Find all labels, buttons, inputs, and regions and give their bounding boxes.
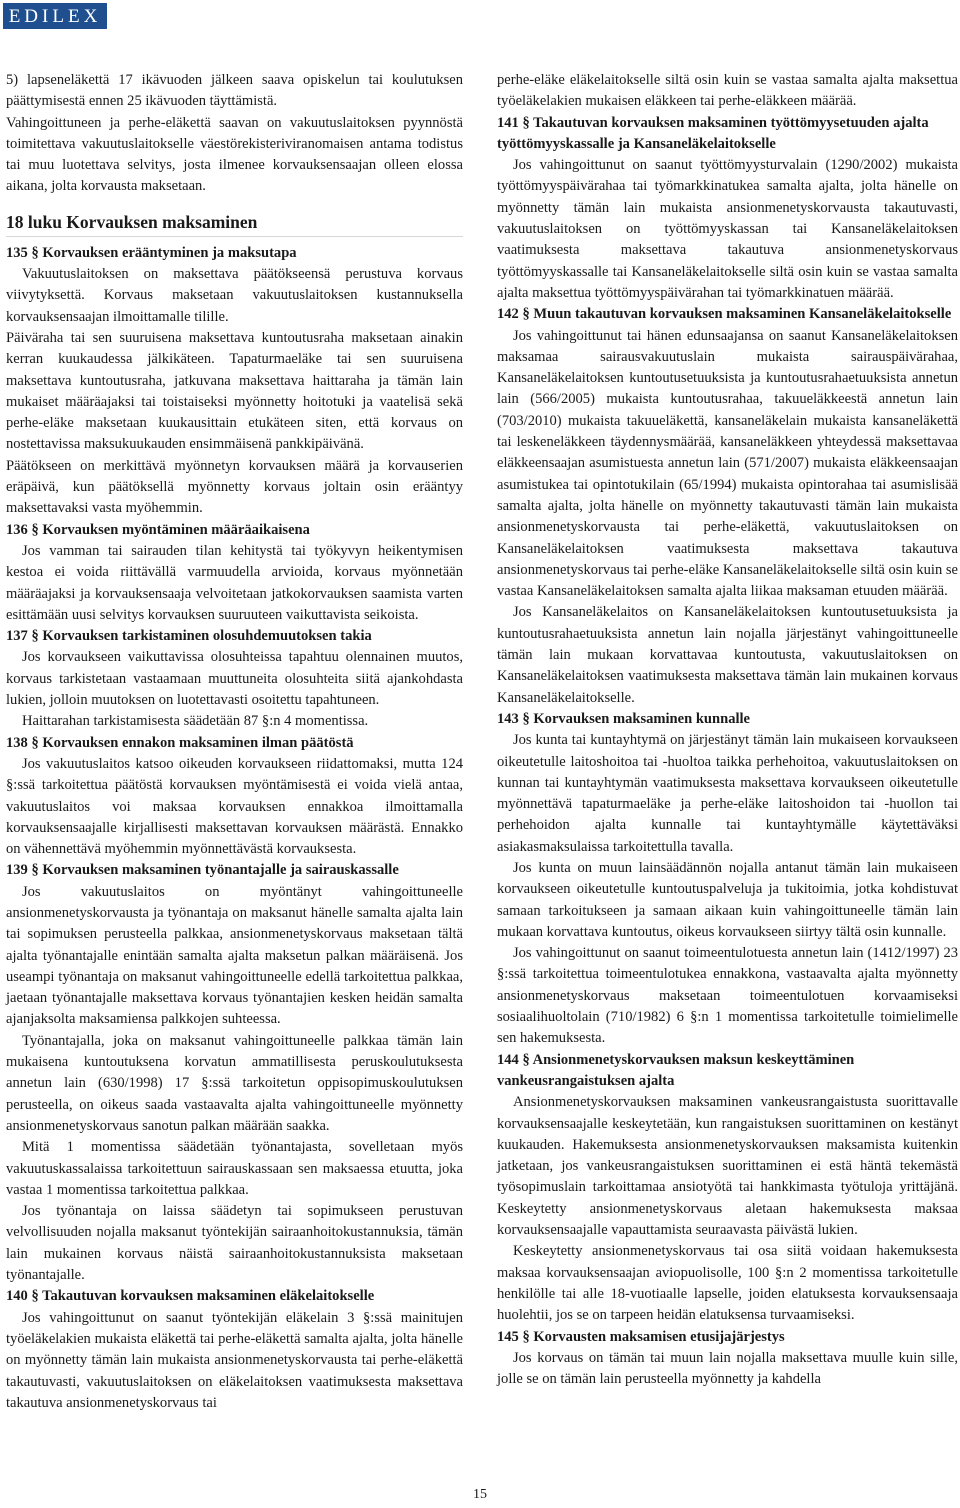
section-heading: 141 § Takautuvan korvauksen maksaminen työttömyysetuuden ajalta työttömyyskassalle ja Kansaneläkelaitokselle <box>497 114 929 152</box>
paragraph: Jos työnantaja on laissa säädetyn tai sopimukseen perustuvan velvollisuuden nojalla maksanut työntekijän sairaanhoitokustannuksia, tämän lain mukainen korvaus näistä sairaanhoitokustannuksista maksetaan työnantajalle. <box>6 1203 463 1284</box>
paragraph: Jos Kansaneläkelaitos on Kansaneläkelaitoksen kuntoutusetuuksista ja kuntoutusrahaetuuksista annetun lain nojalla järjestänyt vahingoittuneelle tämän lain mukaan korvattavaa kuntoutusta, vakuutuslaitoksen on Kansaneläkelaitoksen vaatimuksesta maksettava tämän lain mukainen korvaus Kansaneläkelaitokselle. <box>497 604 958 706</box>
right-column <box>497 70 958 1390</box>
page-number: 15 <box>473 1487 487 1502</box>
left-column <box>6 70 463 1414</box>
section-heading: 142 § Muun takautuvan korvauksen maksaminen Kansaneläkelaitokselle <box>497 306 952 323</box>
section-heading: 138 § Korvauksen ennakon maksaminen ilman päätöstä <box>6 734 354 751</box>
paragraph: Jos vahingoittunut on saanut työntekijän eläkelain 3 §:ssä mainitujen työeläkelakien mukaista eläkettä tai perhe-eläkettä samalta ajalta, jolta hänelle on myönnetty tämän lain mukaista ansionmenetyskorvausta tai perhe-eläkettä takautuvasti, vakuutuslaitoksen on eläkelaitoksen vaatimuksesta maksettava takautuva ansionmenetyskorvaus tai <box>6 1309 463 1411</box>
paragraph: Mitä 1 momentissa säädetään työnantajasta, sovelletaan myös vakuutuskassalaissa tarkoitettuun sairauskassaan sen maksaessa etuutta, joka vastaa 1 momentissa tarkoitettua palkkaa. <box>6 1139 463 1198</box>
paragraph: 5) lapseneläkettä 17 ikävuoden jälkeen saava opiskelun tai koulutuksen päättymisestä ennen 25 ikävuoden täyttämistä. <box>6 72 463 110</box>
section-heading: 144 § Ansionmenetyskorvauksen maksun keskeyttäminen vankeusrangaistuksen ajalta <box>497 1051 855 1089</box>
edilex-logo <box>3 3 107 29</box>
section-heading: 137 § Korvauksen tarkistaminen olosuhdemuutoksen takia <box>6 628 372 645</box>
paragraph: Jos vamman tai sairauden tilan kehitystä tai työkyvyn heikentymisen kestoa ei voida riittävällä varmuudella arvioida, korvaus myönnetään määräajaksi ja korvauksensaaja velvoitetaan jatkokorvauksen saamista varten esittämään uusi selvitys korvauksen suuruuteen vaikuttavista seikoista. <box>6 542 463 623</box>
paragraph: Jos vakuutuslaitos katsoo oikeuden korvaukseen riidattomaksi, mutta 124 §:ssä tarkoitettua päätöstä korvauksen myöntämisestä ei voida vielä antaa, vakuutuslaitos voi maksaa korvauksen ennakkoa ilmoittamalla korvauksensaajalle kirjallisesti maksettavan korvauksen määrästä. Ennakko on vähennettävä myöhemmin myönnettävästä korvauksesta. <box>6 755 463 858</box>
paragraph: Jos vahingoittunut on saanut työttömyysturvalain (1290/2002) mukaista työttömyyspäivärahaa tai työmarkkinatukea samalta ajalta, jolta hänelle on myönnetty tämän lain mukaista ansionmenetyskorvausta takautuvasti, vakuutuslaitoksen on työttömyyskassan tai Kansaneläkelaitoksen vaatimuksesta maksettava takautuva ansionmenetyskorvaus työttömyyskassalle tai Kansaneläkelaitokselle siltä osin kuin se vastaa samalta ajalta maksettua työttömyyspäivärahan tai työmarkkinatuen määrää. <box>497 157 958 301</box>
paragraph: Jos kunta on muun lainsäädännön nojalla antanut tämän lain mukaiseen korvaukseen oikeutetulle kuntoutuspalveluja ja tukitoimia, jotka kohdistuvat samaan tarkoitukseen ja samaan aikaan kuin vahingoittuneelle tämän lain mukaan korvattava kuntoutus, oikeus korvaukseen siirtyy tältä osin kunnalle. <box>497 859 958 940</box>
paragraph: Päätökseen on merkittävä myönnetyn korvauksen määrä ja korvauserien eräpäivä, kun päätöksellä myönnetty korvaus joltain osin erääntyy maksettavaksi vasta myöhemmin. <box>6 457 463 517</box>
paragraph: Ansionmenetyskorvauksen maksaminen vankeusrangaistusta suorittavalle korvauksensaajalle keskeytetään, kun rangaistuksen suorittaminen on kestänyt kuukauden. Hakemuksesta ansionmenetyskorvauksen maksamista kuitenkin jatketaan, jos vankeusrangaistuksen suorittaminen ei estä häntä tekemästä työsopimuslain tarkoittamaa ansiotyötä tai hankkimasta työtuloja yrittäjänä. Keskeytetty ansionmenetyskorvaus aletaan hakemuksesta maksaa korvauksensaajalle vapauttamista seuraavasta päivästä lukien. <box>497 1094 958 1239</box>
paragraph: Jos vakuutuslaitos on myöntänyt vahingoittuneelle ansionmenetyskorvausta ja työnantaja on maksanut hänelle samalta ajalta lain tai sopimuksen perusteella palkkaa, ansionmenetyskorvaus maksetaan tältä ajalta työnantajalle enintään samalta ajalta maksetun palkan määräisenä. Jos useampi työnantaja on maksanut vahingoittuneelle edellä tarkoitettua palkkaa, jaetaan työnantajalle maksettava korvaus työnantajien kesken heidän samalta ajanjaksolta maksamiensa palkkojen suhteessa. <box>6 883 463 1028</box>
paragraph: Jos vahingoittunut tai hänen edunsaajansa on saanut Kansaneläkelaitoksen maksamaa sairausvakuutuslain mukaista sairauspäivärahaa, Kansaneläkelaitoksen kuntoutusetuuksista ja kuntoutusrahaetuuksista annetun lain (566/2005) mukaista kuntoutusrahaa, takuueläkkeestä annetun lain (703/2010) mukaista takuueläkettä, kansaneläkelain mukaista kansaneläkettä tai leskeneläkkeen täydennysmäärää, kansaneläkkeen yhteydessä maksettavaa eläkkeensaajan asumistuesta annetun lain (571/2007) mukaista eläkkeensaajan asumistukea tai opintotukilain (65/1994) mukaista opintorahaa tai asumislisää samalta ajalta, jolta hänelle on myönnetty takautuvasti tämän lain mukaista ansionmenetyskorvausta tai perhe-eläkettä, vakuutuslaitoksen on Kansaneläkelaitoksen vaatimuksesta maksettava takautuva ansionmenetyskorvaus tai perhe-eläke Kansaneläkelaitokselle siltä osin kuin se vastaa Kansaneläkelaitoksen samalta ajalta liikaa maksaman etuuden määrää. <box>497 327 958 600</box>
paragraph: Haittarahan tarkistamisesta säädetään 87 §:n 4 momentissa. <box>22 713 369 730</box>
paragraph: Jos vahingoittunut on saanut toimeentulotuesta annetun lain (1412/1997) 23 §:ssä tarkoitettua toimeentulotukea ennakkona, vastaavalta ajalta myönnetty ansionmenetyskorvaus maksetaan toimeentulotuen korvaamiseksi sosiaalihuoltolain (710/1982) 6 §:n 1 momentissa tarkoitetulle toimielimelle sen hakemuksesta. <box>497 945 958 1047</box>
section-heading: 139 § Korvauksen maksaminen työnantajalle ja sairauskassalle <box>6 862 399 879</box>
section-heading: 136 § Korvauksen myöntäminen määräaikaisena <box>6 521 310 538</box>
paragraph: Keskeytetty ansionmenetyskorvaus tai osa siitä voidaan hakemuksesta maksaa korvauksensaajan aviopuolisolle, 100 §:n 2 momentissa tarkoitetulle henkilölle tai alle 18-vuotiaalle lapselle, joiden elatuksesta korvauksensaaja huolehtii, jos se on tarpeen heidän elatuksensa turvaamiseksi. <box>497 1243 958 1324</box>
paragraph: Vahingoittuneen ja perhe-eläkettä saavan on vakuutuslaitoksen pyynnöstä toimitettava vakuutuslaitokselle väestörekisteriviranomaisen antama todistus tai muu luotettava selvitys, josta ilmenee korvauksensaajan olleen elossa aikana, jolta korvausta maksetaan. <box>6 114 463 195</box>
paragraph: Päiväraha tai sen suuruisena maksettava kuntoutusraha maksetaan ainakin kerran kuukaudessa jälkikäteen. Tapaturmaeläke tai sen suuruisena maksettava kuntoutusraha, jatkuvana maksettava haittaraha ja tämän lain mukaiset määräajaksi tai toistaiseksi myönnetty hoitotuki ja vaatelisä sekä perhe-eläke maksetaan kuukausittain etukäteen siten, että korvaus on nostettavissa maksukuukauden ensimmäisenä pankkipäivänä. <box>6 329 463 453</box>
section-heading: 135 § Korvauksen erääntyminen ja maksutapa <box>6 244 297 261</box>
section-heading: 140 § Takautuvan korvauksen maksaminen eläkelaitokselle <box>6 1288 375 1305</box>
paragraph: Jos kunta tai kuntayhtymä on järjestänyt tämän lain mukaiseen korvaukseen oikeutetulle laitoshoitoa tai -huoltoa taikka perhehoitoa, vakuutuslaitoksen on kunnan tai kuntayhtymän vaatimuksesta maksettava korvaukseen oikeutetulle myönnettävä tapaturmaeläke ja perhe-eläke laitoshoidon tai -huollon tai perhehoidon ajalta kunnalle tai kuntayhtymälle käytettäväksi asiakasmaksulaissa tarkoitettulla tavalla. <box>497 732 958 855</box>
paragraph: Jos korvaukseen vaikuttavissa olosuhteissa tapahtuu olennainen muutos, korvaus tarkistetaan vastaamaan muuttuneita olosuhteita siitä ajankohdasta lukien, jolloin muutoksen on luotettavasti osoitettu tapahtuneen. <box>6 649 463 709</box>
paragraph: Vakuutuslaitoksen on maksettava päätökseensä perustuva korvaus viivytyksettä. Korvaus maksetaan vakuutuslaitoksen kustannuksella korvauksensaajan ilmoittamalle tilille. <box>6 266 463 325</box>
paragraph: Jos korvaus on tämän tai muun lain nojalla maksettava muulle kuin sille, jolle se on tämän lain perusteella myönnetty ja kahdella <box>497 1349 958 1388</box>
chapter-heading: 18 luku Korvauksen maksaminen <box>6 210 463 237</box>
section-heading: 145 § Korvausten maksamisen etusijajärjestys <box>497 1328 785 1345</box>
paragraph: Työnantajalla, joka on maksanut vahingoittuneelle palkkaa tämän lain mukaisena kuntoutuksena korvatun ammatillisesta peruskoulutuksesta annetun lain (630/1998) 17 §:ssä tarkoitetun oppisopimuskoulutuksen perusteella, on oikeus saada vastaavalta ajalta vahingoittuneelle myönnetty ansionmenetyskorvaus sanotun palkan määrään saakka. <box>6 1032 463 1134</box>
logo-text: EDILEX <box>8 5 102 27</box>
section-heading: 143 § Korvauksen maksaminen kunnalle <box>497 710 751 727</box>
paragraph: perhe-eläke eläkelaitokselle siltä osin kuin se vastaa samalta ajalta maksettua työeläkelakien mukaisen eläkkeen tai perhe-eläkkeen määrää. <box>497 72 958 110</box>
